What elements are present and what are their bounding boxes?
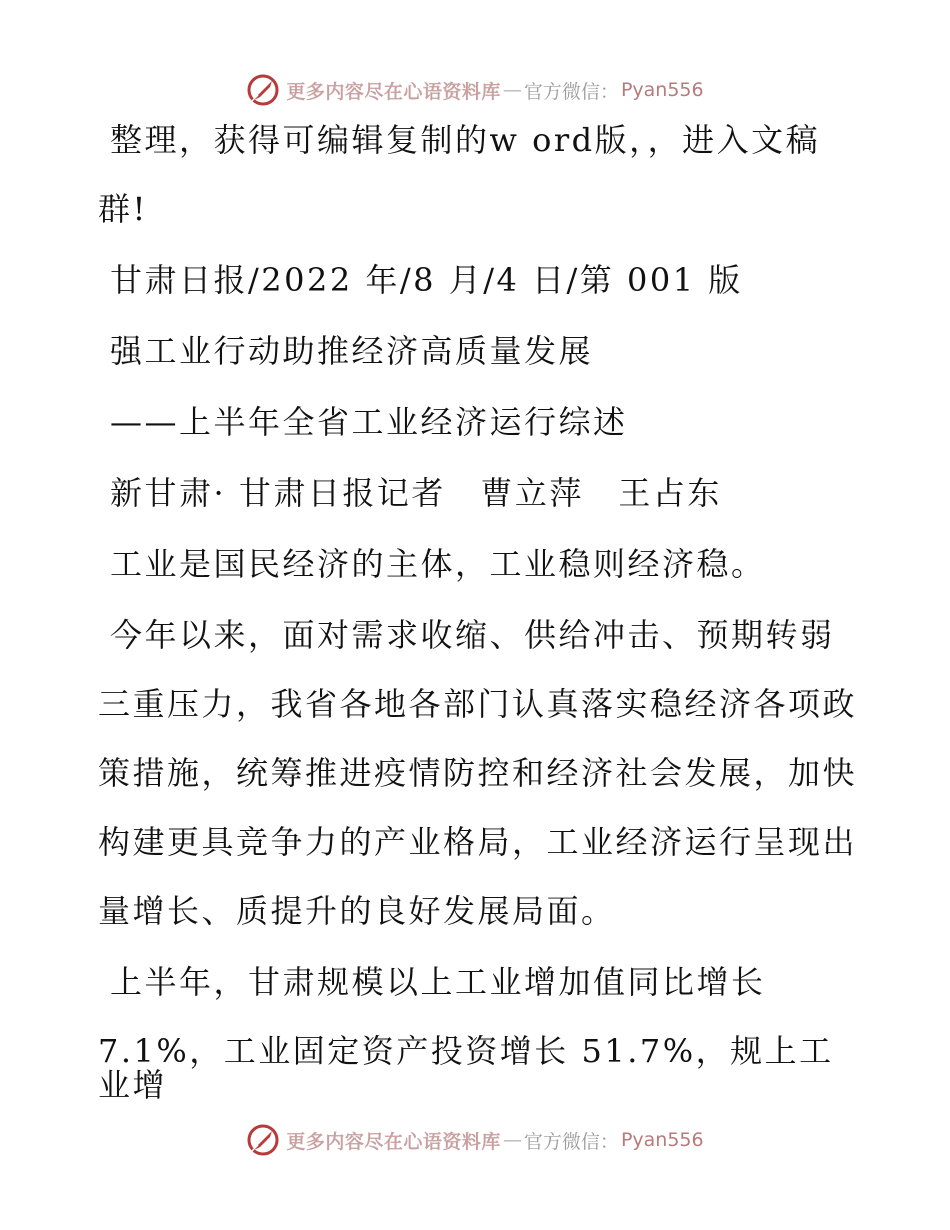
watermark-separator: — — [502, 1129, 522, 1151]
watermark-wechat-id: Pyan556 — [620, 79, 704, 101]
paragraph-3 — [98, 965, 858, 1102]
watermark-separator: — — [502, 79, 522, 101]
paragraph-line: 今年以来，面对需求收缩、供给冲击、预期转弱 — [110, 616, 835, 654]
intro-paragraph — [98, 123, 858, 226]
quill-logo-icon — [246, 1123, 280, 1157]
paragraph-1: 工业是国民经济的主体，工业稳则经济稳。 — [110, 545, 766, 583]
headline: 强工业行动助推经济高质量发展 — [110, 332, 594, 370]
watermark-wechat-id: Pyan556 — [620, 1129, 704, 1151]
paragraph-line: 策措施，统筹推进疫情防控和经济社会发展，加快 — [98, 754, 858, 792]
paragraph-line: 构建更具竞争力的产业格局，工业经济运行呈现出 — [98, 823, 858, 861]
watermark-banner-top — [0, 70, 950, 110]
watermark-banner-bottom — [0, 1120, 950, 1160]
paragraph-line: 量增长、质提升的良好发展局面。 — [98, 892, 616, 930]
watermark-wechat-label: 官方微信： — [523, 1130, 619, 1153]
paragraph-line: 7.1%，工业固定资产投资增长 51.7%，规上工业增 — [98, 1032, 834, 1104]
dateline: 甘肃日报/2022 年/8 月/4 日/第 001 版 — [110, 261, 743, 299]
intro-line: 群! — [98, 190, 148, 228]
paragraph-line: 三重压力，我省各地各部门认真落实稳经济各项政 — [98, 685, 858, 723]
paragraph-2 — [98, 618, 858, 928]
intro-line: 整理，获得可编辑复制的w ord版，，进入文稿 — [110, 121, 821, 159]
watermark-text: 更多内容尽在心语资料库 — [286, 80, 501, 103]
watermark-wechat-label: 官方微信： — [523, 80, 619, 103]
watermark-text: 更多内容尽在心语资料库 — [286, 1130, 501, 1153]
subheadline: ——上半年全省工业经济运行综述 — [110, 403, 628, 441]
paragraph-line: 上半年，甘肃规模以上工业增加值同比增长 — [110, 963, 766, 1001]
document-body — [98, 123, 858, 1139]
quill-logo-icon — [246, 73, 280, 107]
byline: 新甘肃· 甘肃日报记者 曹立萍 王占东 — [110, 474, 722, 512]
